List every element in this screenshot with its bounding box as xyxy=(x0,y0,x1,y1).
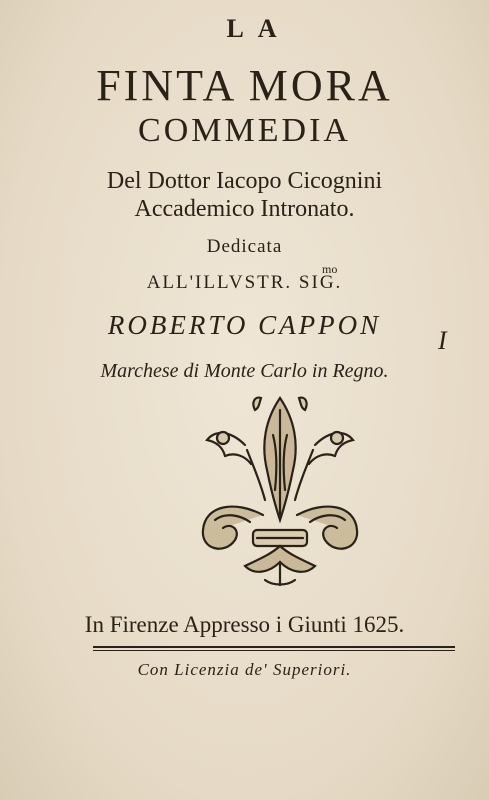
dedicatee-title: Marchese di Monte Carlo in Regno. xyxy=(100,360,389,382)
licenza-line: Con Licenzia de' Superiori. xyxy=(137,660,352,679)
imprint-rule-top xyxy=(93,646,455,648)
imprint-line: In Firenze Appresso i Giunti 1625. xyxy=(84,612,405,637)
imprint-rule-bottom xyxy=(93,650,455,651)
dedicatee-trailing-letter: I xyxy=(438,326,447,355)
superscript-mo: mo xyxy=(322,262,338,276)
dedication-salutation: ALL'ILLVSTR. SIG. xyxy=(146,272,343,293)
author-line-2: Accademico Intronato. xyxy=(134,196,355,222)
dedicatee-name: ROBERTO CAPPON xyxy=(107,310,382,340)
title-finta-mora: FINTA MORA xyxy=(96,61,393,110)
author-line-1: Del Dottor Iacopo Cicognini xyxy=(106,168,383,194)
title-la: LA xyxy=(226,14,291,43)
title-commedia: COMMEDIA xyxy=(138,112,351,149)
dedicata-text: Dedicata xyxy=(206,236,283,257)
fleur-de-lis-icon xyxy=(195,390,365,595)
